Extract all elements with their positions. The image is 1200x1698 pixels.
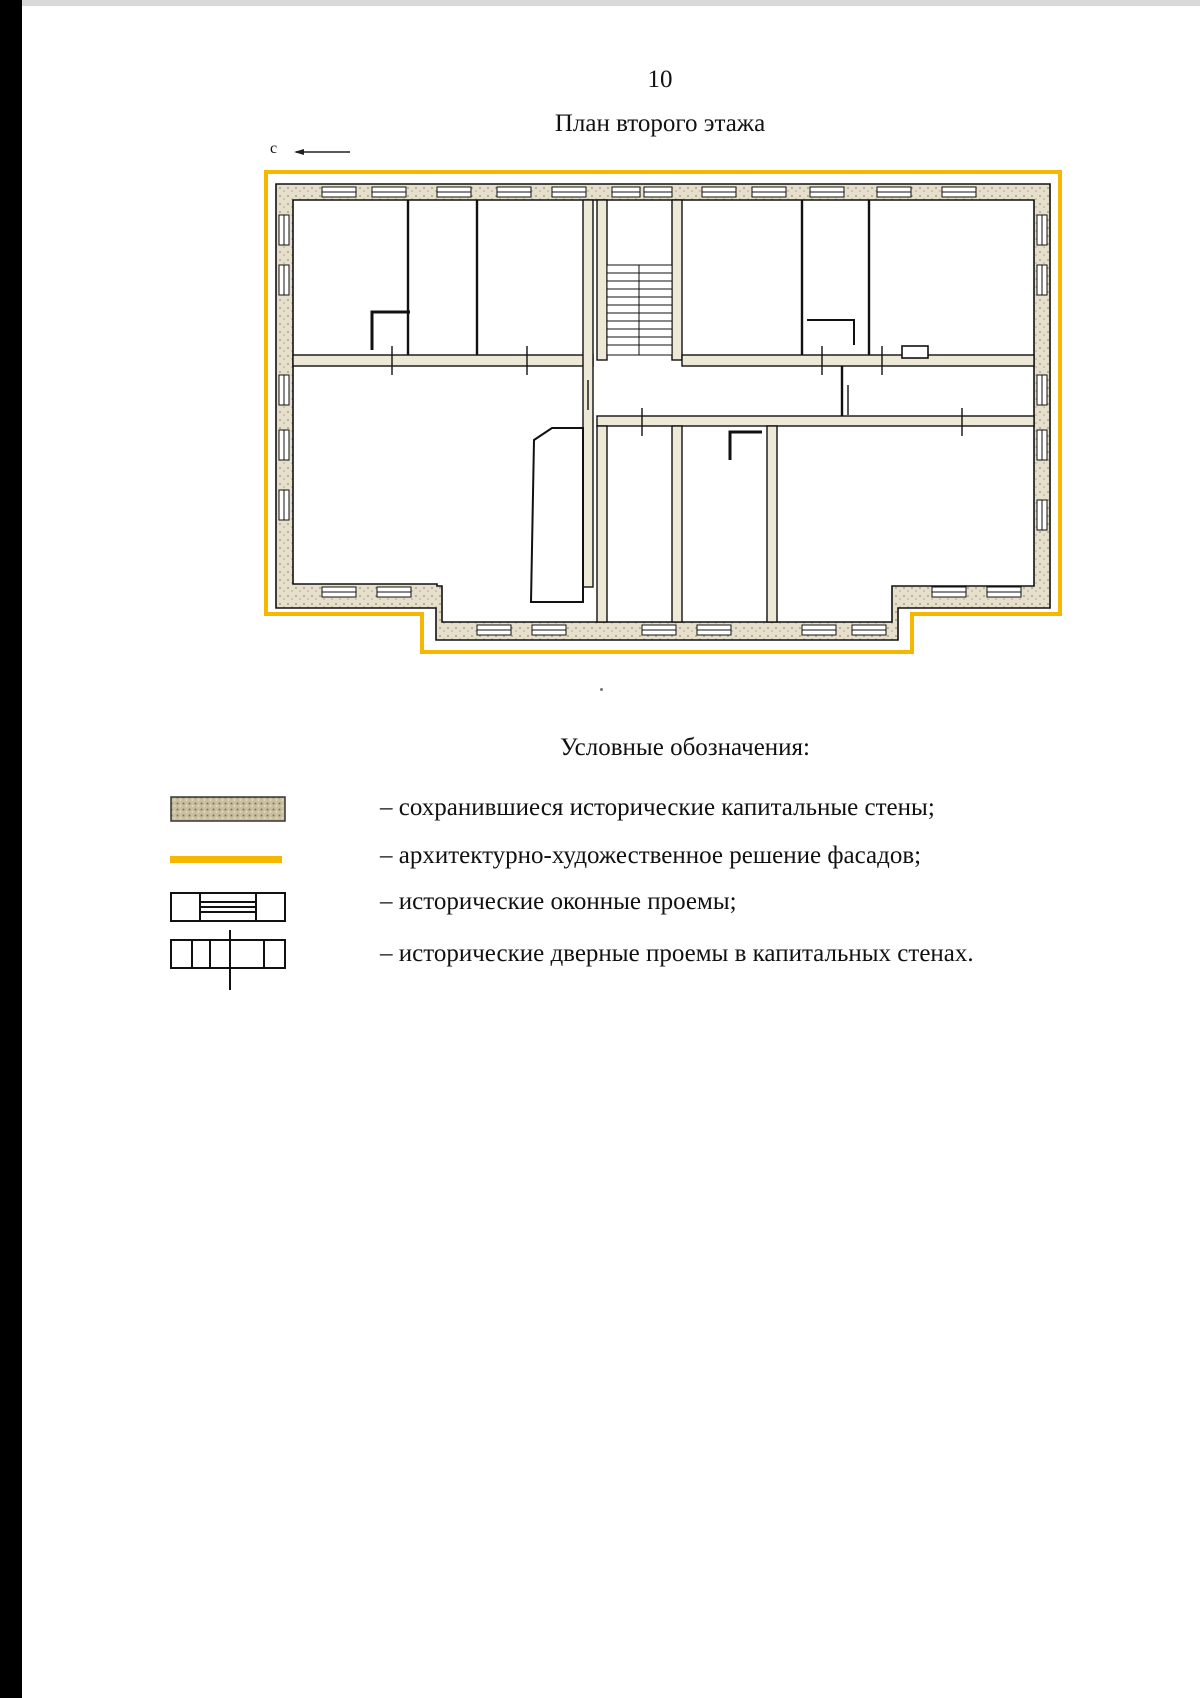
legend-text-facade: – архитектурно-художественное решение фасадов; xyxy=(380,842,922,869)
legend-item-facade xyxy=(0,842,1200,882)
scan-speck xyxy=(600,688,603,691)
north-arrow-icon xyxy=(292,146,352,158)
legend-title: Условные обозначения: xyxy=(559,734,811,761)
facade-outline xyxy=(266,172,1060,652)
legend-text-windows: – исторические оконные проемы; xyxy=(380,888,737,915)
legend-text-doors: – исторические дверные проемы в капитальных стенах. xyxy=(380,940,974,967)
legend-item-doors xyxy=(0,940,1200,980)
window-opening-icon xyxy=(170,892,288,922)
stairs xyxy=(607,265,672,355)
outer-wall xyxy=(276,184,1050,640)
facade-yellow-line-icon xyxy=(170,854,282,864)
windows-sides xyxy=(279,215,1047,530)
plan-title: План второго этажа xyxy=(554,110,766,137)
legend-text-historic-walls: – сохранившиеся исторические капитальные стены; xyxy=(380,794,935,821)
page-number: 10 xyxy=(647,66,673,93)
north-label: с xyxy=(270,140,278,157)
historic-wall-swatch-icon xyxy=(170,796,286,822)
scan-top-edge xyxy=(22,0,1200,6)
legend-item-historic-walls xyxy=(0,794,1200,834)
floor-plan xyxy=(262,170,1062,656)
interior-walls xyxy=(293,200,1034,622)
door-opening-icon xyxy=(170,930,288,990)
legend-item-windows xyxy=(0,888,1200,928)
hall-partition xyxy=(531,428,583,602)
